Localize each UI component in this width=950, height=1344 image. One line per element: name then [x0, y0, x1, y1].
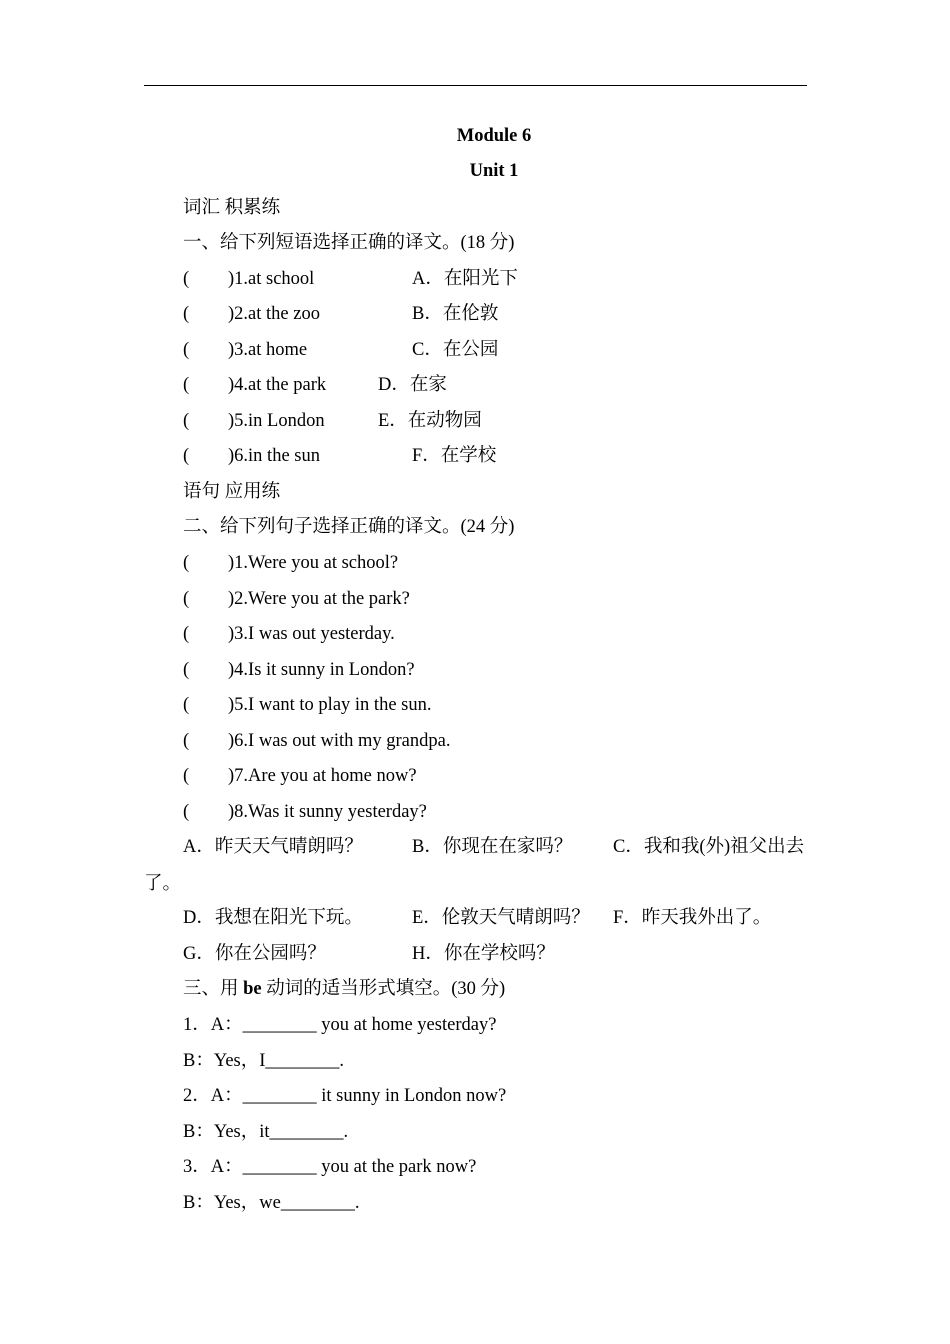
s2-option-b: B．你现在在家吗？ — [412, 837, 573, 857]
s2-option-c-cont: 了。 — [144, 874, 182, 894]
s1-option-c: C．在公园 — [412, 340, 499, 360]
header-rule — [144, 85, 807, 86]
answer-blank[interactable]: ( — [183, 589, 190, 609]
answer-blank[interactable]: ( — [183, 624, 190, 644]
s2-item-1: ( )1.Were you at school? — [183, 553, 399, 573]
answer-blank[interactable]: ( — [183, 553, 190, 573]
s2-item-3: ( )3.I was out yesterday. — [183, 624, 395, 644]
answer-blank[interactable]: ( — [183, 802, 190, 822]
s2-option-e: E．伦敦天气晴朗吗？ — [412, 908, 590, 928]
s1-option-b: B．在伦敦 — [412, 304, 499, 324]
s1-item-6: ( )6.in the sun — [183, 446, 320, 466]
s2-option-h: H．你在学校吗？ — [412, 944, 555, 964]
s1-item-3: ( )3.at home — [183, 340, 308, 360]
s3-line-5[interactable]: 3．A：________ you at the park now? — [183, 1157, 477, 1177]
s1-option-d: D．在家 — [378, 375, 447, 395]
s3-line-2[interactable]: B：Yes，I________. — [183, 1051, 345, 1071]
section1-title: 一、给下列短语选择正确的译文。(18 分) — [183, 233, 515, 253]
section2-title: 二、给下列句子选择正确的译文。(24 分) — [183, 517, 515, 537]
s1-item-2: ( )2.at the zoo — [183, 304, 320, 324]
module-title: Module 6 — [456, 126, 532, 146]
s1-option-f: F．在学校 — [412, 446, 497, 466]
s2-option-g: G．你在公园吗？ — [183, 944, 326, 964]
s2-option-a: A．昨天天气晴朗吗？ — [183, 837, 363, 857]
s3-line-1[interactable]: 1．A：________ you at home yesterday? — [183, 1015, 497, 1035]
answer-blank[interactable]: ( — [183, 269, 190, 289]
vocab-section-label: 词汇 积累练 — [183, 198, 281, 218]
answer-blank[interactable]: ( — [183, 766, 190, 786]
s3-line-3[interactable]: 2．A：________ it sunny in London now? — [183, 1086, 507, 1106]
s2-item-2: ( )2.Were you at the park? — [183, 589, 410, 609]
s1-item-4: ( )4.at the park — [183, 375, 327, 395]
s1-item-5: ( )5.in London — [183, 411, 325, 431]
s3-line-4[interactable]: B：Yes，it________. — [183, 1122, 349, 1142]
unit-title: Unit 1 — [469, 161, 519, 181]
answer-blank[interactable]: ( — [183, 446, 190, 466]
s2-item-5: ( )5.I want to play in the sun. — [183, 695, 432, 715]
answer-blank[interactable]: ( — [183, 660, 190, 680]
answer-blank[interactable]: ( — [183, 411, 190, 431]
s2-item-4: ( )4.Is it sunny in London? — [183, 660, 415, 680]
s1-option-a: A．在阳光下 — [412, 269, 518, 289]
section3-title: 三、用 be 动词的适当形式填空。(30 分) — [183, 979, 506, 999]
answer-blank[interactable]: ( — [183, 731, 190, 751]
s3-line-6[interactable]: B：Yes，we________. — [183, 1193, 360, 1213]
answer-blank[interactable]: ( — [183, 375, 190, 395]
answer-blank[interactable]: ( — [183, 340, 190, 360]
s2-item-8: ( )8.Was it sunny yesterday? — [183, 802, 427, 822]
sentence-section-label: 语句 应用练 — [183, 482, 281, 502]
s2-option-f: F．昨天我外出了。 — [613, 908, 772, 928]
s2-option-d: D．我想在阳光下玩。 — [183, 908, 363, 928]
answer-blank[interactable]: ( — [183, 304, 190, 324]
s2-item-7: ( )7.Are you at home now? — [183, 766, 417, 786]
s2-item-6: ( )6.I was out with my grandpa. — [183, 731, 451, 751]
answer-blank[interactable]: ( — [183, 695, 190, 715]
s1-item-1: ( )1.at school — [183, 269, 315, 289]
s2-option-c: C．我和我(外)祖父出去 — [613, 837, 805, 857]
s1-option-e: E．在动物园 — [378, 411, 482, 431]
